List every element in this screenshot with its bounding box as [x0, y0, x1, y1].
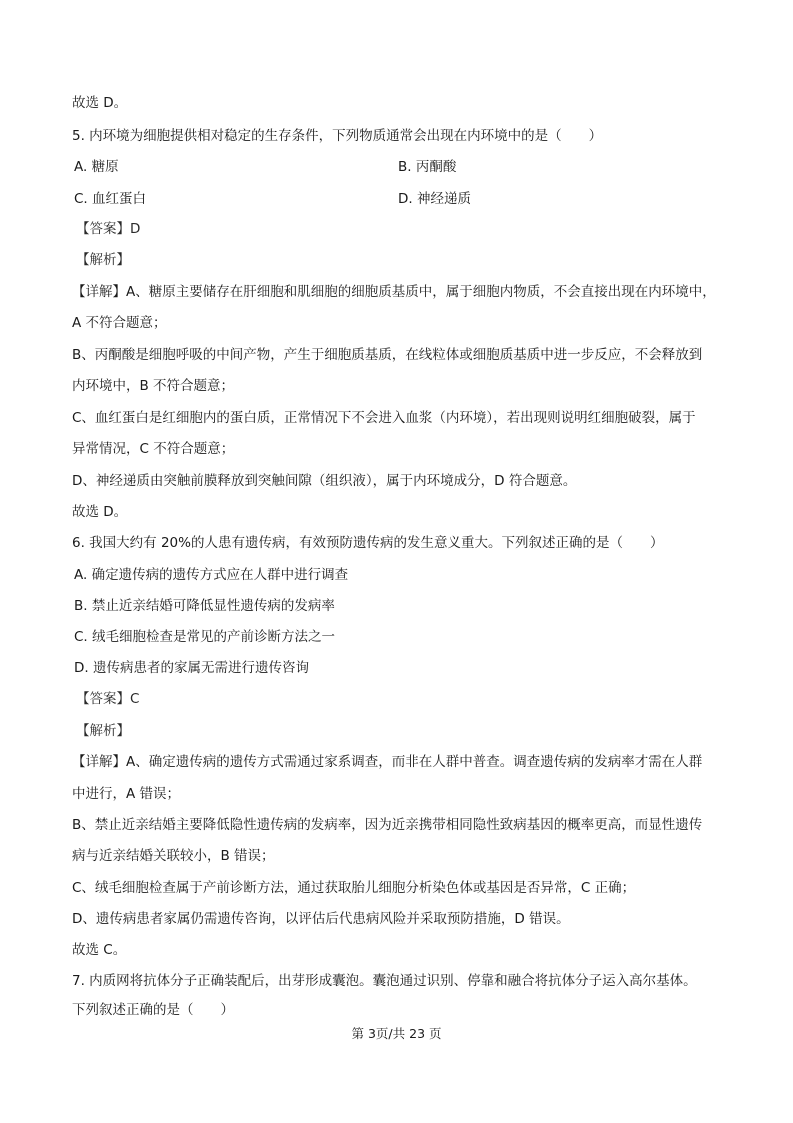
question-5-option-b: B. 丙酮酸: [398, 159, 457, 175]
question-5-detail-line-1: 【详解】A、糖原主要储存在肝细胞和肌细胞的细胞质基质中，属于细胞内物质，不会直接出现在内环境中，: [72, 284, 716, 300]
question-6-detail-line-3: B、禁止近亲结婚主要降低隐性遗传病的发病率，因为近亲携带相同隐性致病基因的概率更高，而显性遗传: [72, 817, 703, 833]
question-6-option-c: C. 绒毛细胞检查是常见的产前诊断方法之一: [74, 629, 336, 645]
question-6-detail-line-6: D、遗传病患者家属仍需遗传咨询，以评估后代患病风险并采取预防措施，D 错误。: [72, 911, 570, 927]
question-5-detail-line-6: 异常情况，C 不符合题意；: [72, 441, 235, 457]
question-5-answer: 【答案】D: [76, 221, 141, 237]
question-5-conclusion: 故选 D。: [72, 504, 128, 520]
question-5-option-c: C. 血红蛋白: [74, 191, 147, 207]
page-number-footer: 第 3页/共 23 页: [351, 1026, 442, 1041]
question-7-stem-continued: 下列叙述正确的是（ ）: [72, 1002, 234, 1018]
question-6-option-b: B. 禁止近亲结婚可降低显性遗传病的发病率: [74, 598, 335, 614]
question-6-detail-line-1: 【详解】A、确定遗传病的遗传方式需通过家系调查，而非在人群中普查。调查遗传病的发病率才需在人群: [72, 754, 703, 770]
question-6-detail-line-2: 中进行，A 错误；: [72, 786, 181, 802]
question-6-answer: 【答案】C: [76, 691, 140, 707]
question-6-detail-line-4: 病与近亲结婚关联较小，B 错误；: [72, 848, 275, 864]
question-5-detail-line-3: B、丙酮酸是细胞呼吸的中间产物，产生于细胞质基质，在线粒体或细胞质基质中进一步反应，不会释放到: [72, 347, 703, 363]
question-6-analysis-heading: 【解析】: [76, 723, 130, 739]
question-6-conclusion: 故选 C。: [72, 942, 127, 958]
question-5-option-d: D. 神经递质: [398, 191, 471, 207]
question-5-option-a: A. 糖原: [74, 159, 119, 175]
question-6-stem: 6. 我国大约有 20%的人患有遗传病，有效预防遗传病的发生意义重大。下列叙述正确的是（ ）: [72, 535, 664, 551]
question-6-option-d: D. 遗传病患者的家属无需进行遗传咨询: [74, 660, 309, 676]
question-5-detail-line-7: D、神经递质由突触前膜释放到突触间隙（组织液），属于内环境成分，D 符合题意。: [72, 473, 577, 489]
question-5-stem: 5. 内环境为细胞提供相对稳定的生存条件，下列物质通常会出现在内环境中的是（ ）: [72, 128, 603, 144]
question-5-analysis-heading: 【解析】: [76, 252, 130, 268]
conclusion-previous: 故选 D。: [72, 95, 128, 111]
question-6-option-a: A. 确定遗传病的遗传方式应在人群中进行调查: [74, 567, 349, 583]
question-5-detail-line-4: 内环境中，B 不符合题意；: [72, 378, 235, 394]
question-5-detail-line-5: C、血红蛋白是红细胞内的蛋白质，正常情况下不会进入血浆（内环境），若出现则说明红细胞破裂，属于: [72, 410, 696, 426]
question-7-stem: 7. 内质网将抗体分子正确装配后，出芽形成囊泡。囊泡通过识别、停靠和融合将抗体分子运入高尔基体。: [72, 973, 697, 989]
question-6-detail-line-5: C、绒毛细胞检查属于产前诊断方法，通过获取胎儿细胞分析染色体或基因是否异常，C 正确；: [72, 880, 636, 896]
question-5-detail-line-2: A 不符合题意；: [72, 315, 167, 331]
